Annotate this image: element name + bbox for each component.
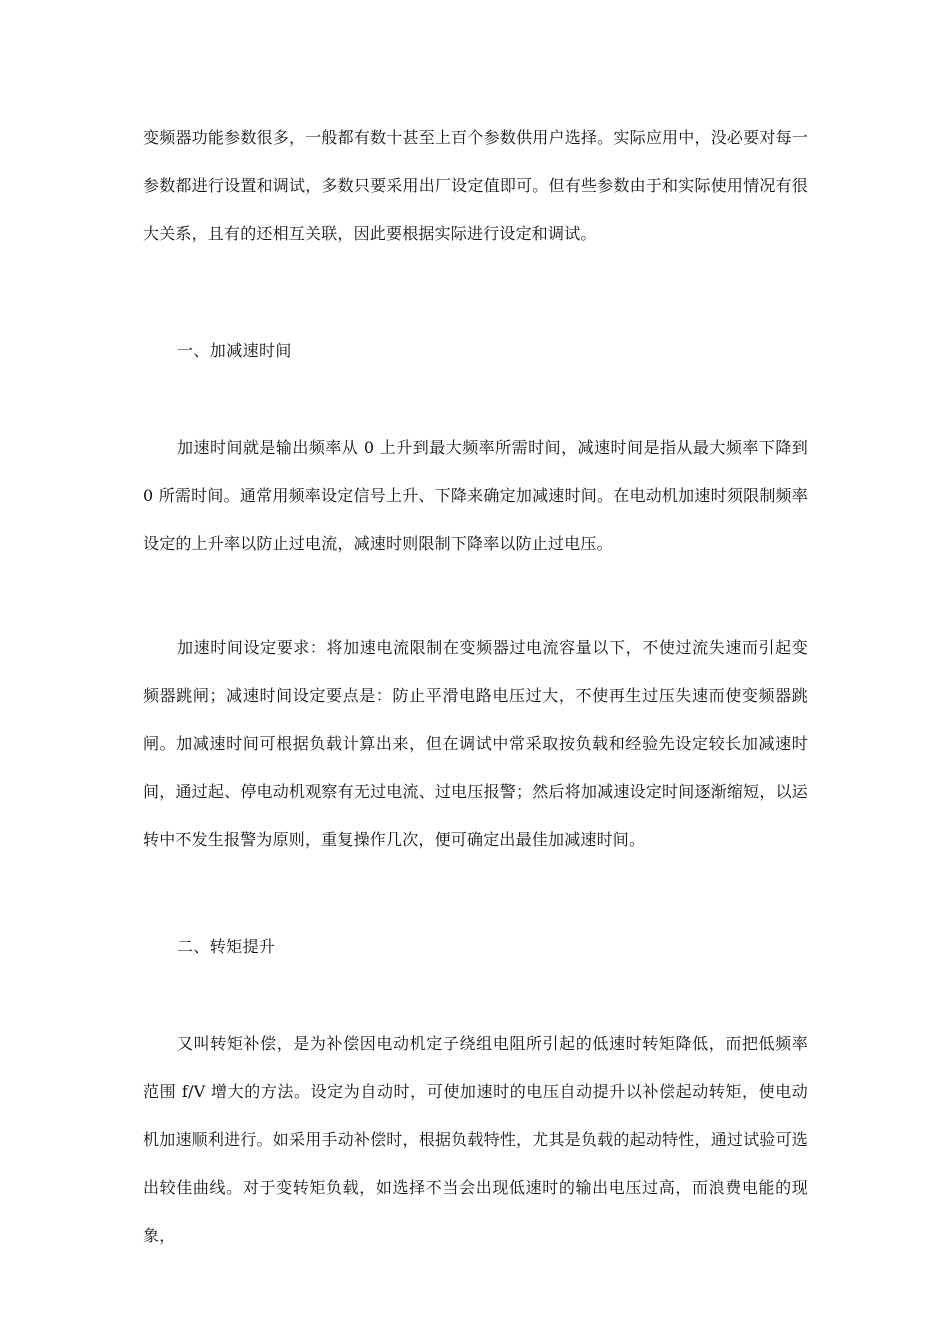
accel-time-setting-paragraph: 加速时间设定要求：将加速电流限制在变频器过电流容量以下，不使过流失速而引起变频器跳闸；减速时间设定要点是：防止平滑电路电压过大，不使再生过压失速而使变频器跳闸。加减速时间可根据负载计算出来，但在调试中常采取按负载和经验先设定较长加减速时间，通过起、停电动机观察有无过电流、过电压报警；然后将加减速设定时间逐渐缩短，以运转中不发生报警为原则，重复操作几次，便可确定出最佳加减速时间。 (143, 638, 808, 849)
torque-boost-paragraph: 又叫转矩补偿，是为补偿因电动机定子绕组电阻所引起的低速时转矩降低，而把低频率范围 f/V 增大的方法。设定为自动时，可使加速时的电压自动提升以补偿起动转矩，使电动机加速顺利进行。如采用手动补偿时，根据负载特性，尤其是负载的起动特性，通过试验可选出较佳曲线。对于变转矩负载，如选择不当会出现低速时的输出电压过高，而浪费电能的现象， (143, 1034, 808, 1245)
accel-time-definition-paragraph: 加速时间就是输出频率从 0 上升到最大频率所需时间，减速时间是指从最大频率下降到 0 所需时间。通常用频率设定信号上升、下降来确定加减速时间。在电动机加速时须限制频率设定的上升率以防止过电流，减速时则限制下降率以防止过电压。 (143, 438, 808, 553)
section-heading-accel-decel-time: 一、加减速时间 (177, 341, 292, 360)
intro-paragraph: 变频器功能参数很多，一般都有数十甚至上百个参数供用户选择。实际应用中，没必要对每一参数都进行设置和调试，多数只要采用出厂设定值即可。但有些参数由于和实际使用情况有很大关系，且有的还相互关联，因此要根据实际进行设定和调试。 (143, 128, 808, 243)
section-heading-torque-boost: 二、转矩提升 (177, 937, 276, 956)
